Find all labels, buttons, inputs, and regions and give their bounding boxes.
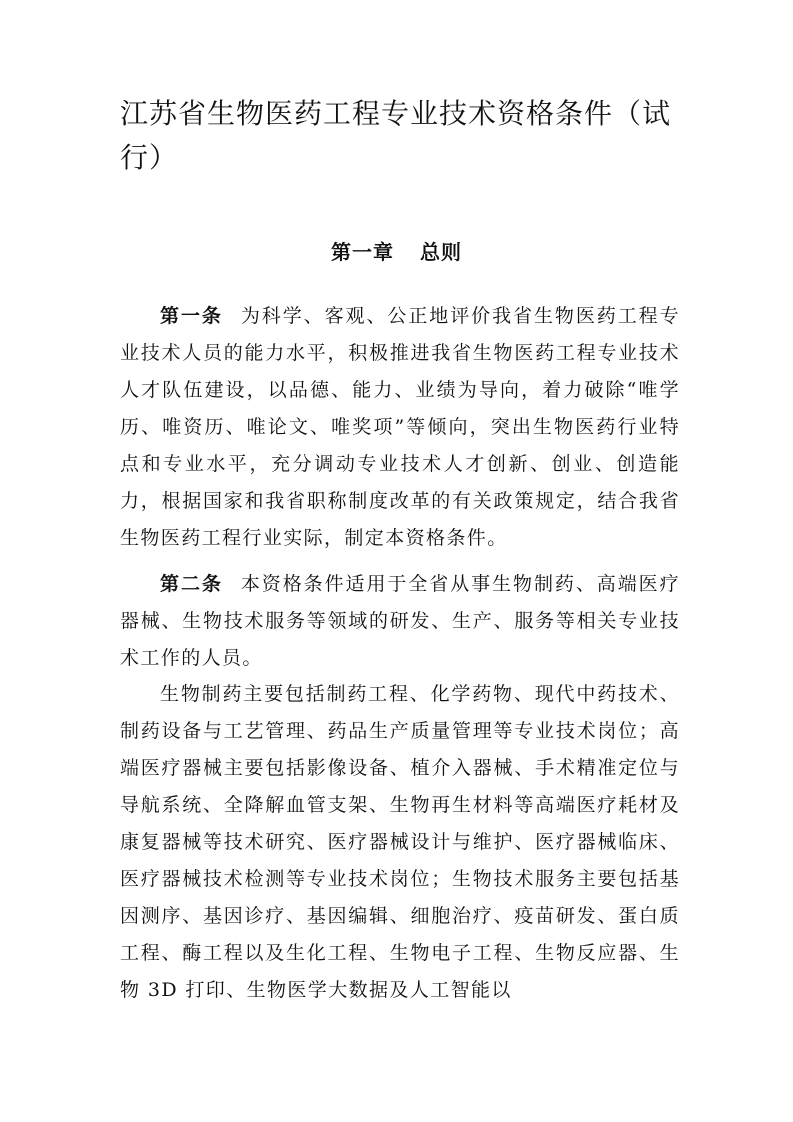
scope-paragraph-block	[120, 676, 680, 1009]
article-1-label: 第一条	[160, 305, 223, 327]
article-1-text: 为科学、客观、公正地评价我省生物医药工程专业技术人员的能力水平，积极推进我省生物医药工程专业技术人才队伍建设，以品德、能力、业绩为导向，着力破除“唯学历、唯资历、唯论文、唯奖项”等倾向，突出生物医药行业特点和专业水平，充分调动专业技术人才创新、创业、创造能力，根据国家和我省职称制度改革的有关政策规定，结合我省生物医药工程行业实际，制定本资格条件。	[120, 305, 681, 549]
chapter-number: 第一章	[331, 240, 394, 264]
article-2	[120, 566, 680, 677]
chapter-name: 总则	[420, 240, 462, 264]
article-2-label: 第二条	[160, 573, 223, 595]
scope-paragraph: 生物制药主要包括制药工程、化学药物、现代中药技术、制药设备与工艺管理、药品生产质量管理等专业技术岗位；高端医疗器械主要包括影像设备、植介入器械、手术精准定位与导航系统、全降解血管支架、生物再生材料等高端医疗耗材及康复器械等技术研究、医疗器械设计与维护、医疗器械临床、医疗器械技术检测等专业技术岗位；生物技术服务主要包括基因测序、基因诊疗、基因编辑、细胞治疗、疫苗研发、蛋白质工程、酶工程以及生化工程、生物电子工程、生物反应器、生物 3D 打印、生物医学大数据及人工智能以	[120, 683, 680, 1001]
article-2-text: 本资格条件适用于全省从事生物制药、高端医疗器械、生物技术服务等领域的研发、生产、服务等相关专业技术工作的人员。	[120, 573, 681, 669]
document-title: 江苏省生物医药工程专业技术资格条件（试行）	[120, 97, 672, 174]
article-2-paragraph	[120, 566, 680, 677]
article-1-paragraph	[120, 298, 680, 557]
article-1	[120, 298, 680, 557]
chapter-heading	[0, 236, 793, 268]
